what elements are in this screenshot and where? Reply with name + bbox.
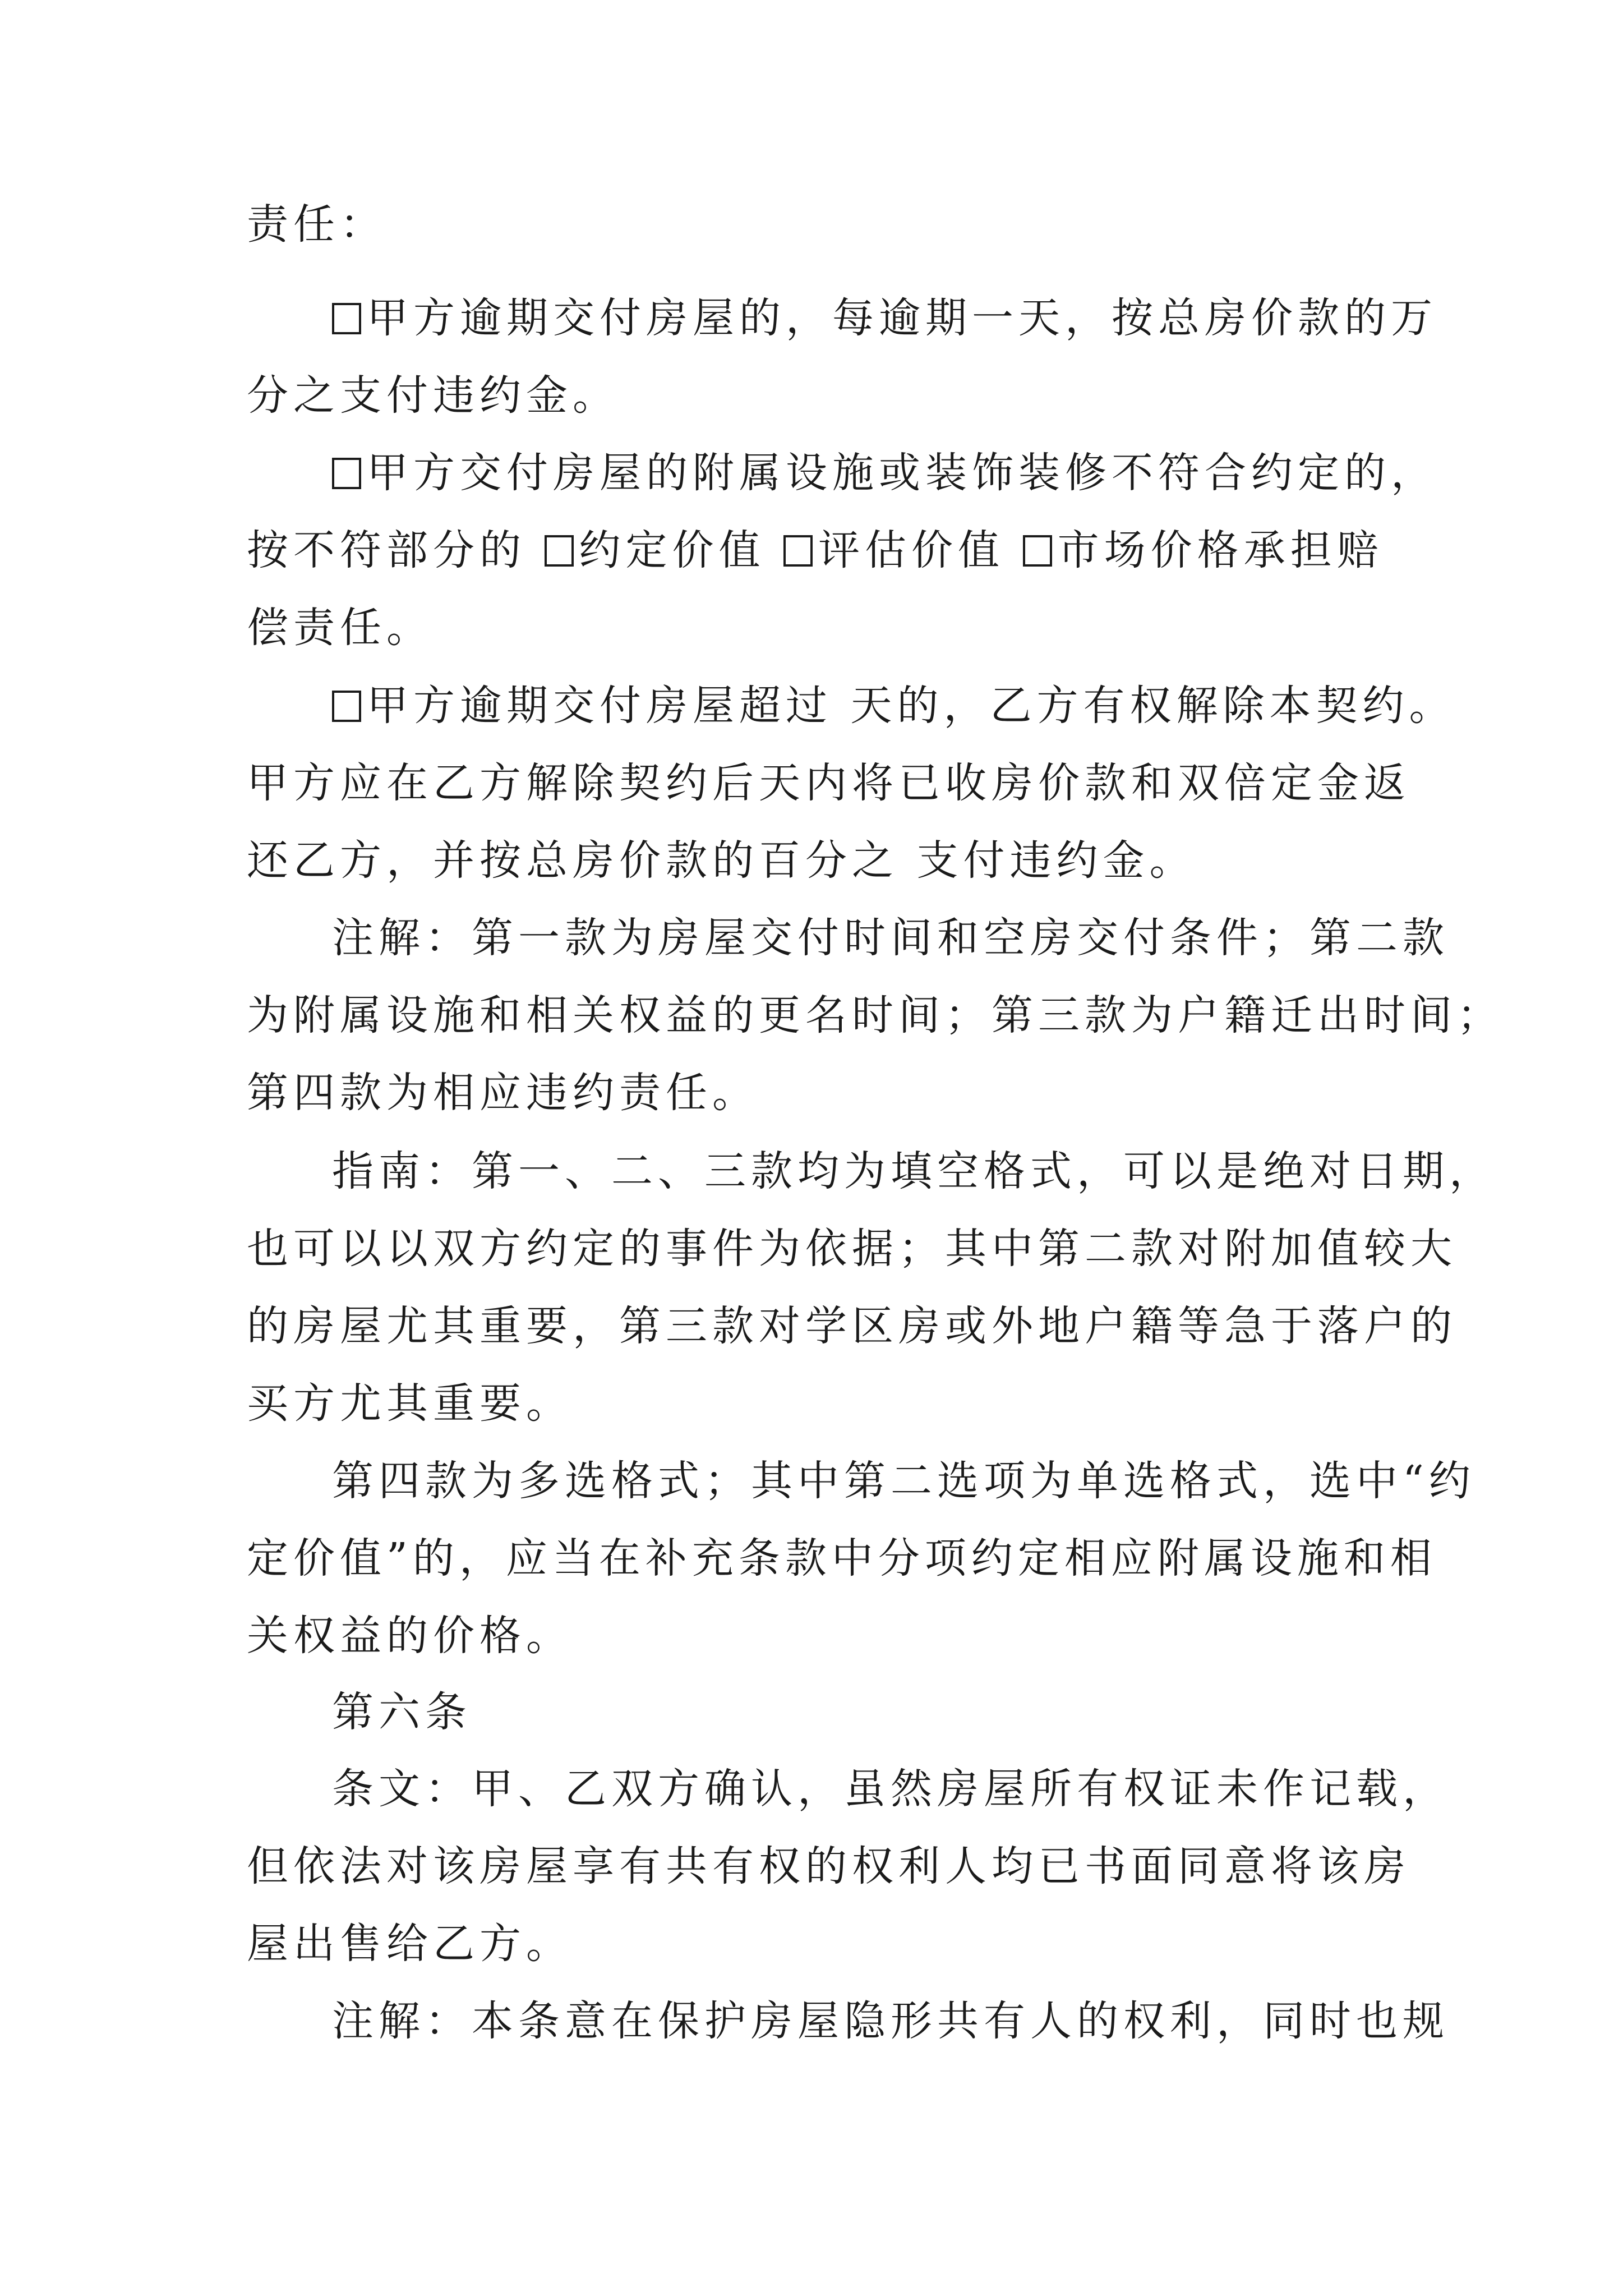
text-guide-5: 第四款为多选格式；其中第二选项为单选格式，选中“约 xyxy=(332,1457,1476,1505)
checkbox-termination[interactable] xyxy=(332,691,361,722)
text-line-24 xyxy=(332,1990,1449,2052)
text-line-8 xyxy=(247,752,1410,814)
text-compensation-end: 偿责任。 xyxy=(247,604,433,652)
text-line-5 xyxy=(247,519,1384,581)
text-line-11 xyxy=(247,984,1504,1046)
text-guide-2: 也可以以双方约定的事件为依据；其中第二款对附加值较大 xyxy=(247,1225,1457,1273)
text-line-7 xyxy=(332,675,1456,737)
text-line-6 xyxy=(247,597,433,659)
text-article-3: 屋出售给乙方。 xyxy=(247,1920,573,1968)
text-line-19 xyxy=(247,1605,573,1667)
text-article-1: 条文：甲、乙双方确认，虽然房屋所有权证未作记载， xyxy=(332,1765,1449,1813)
checkbox-agreed-value[interactable] xyxy=(545,535,574,567)
text-article-2: 但依法对该房屋享有共有权的权利人均已书面同意将该房 xyxy=(247,1842,1410,1890)
text-guide-4: 买方尤其重要。 xyxy=(247,1379,573,1428)
text-line-17 xyxy=(332,1450,1476,1512)
text-annotation-3: 第四款为相应违约责任。 xyxy=(247,1069,759,1117)
text-responsibility-heading: 责任： xyxy=(247,200,386,249)
checkbox-late-delivery[interactable] xyxy=(332,303,361,334)
text-line-21 xyxy=(332,1758,1449,1820)
text-appraised-value: 评估价值 xyxy=(818,526,1023,574)
text-guide-6: 定价值”的，应当在补充条款中分项约定相应附属设施和相 xyxy=(247,1534,1437,1582)
text-annotation-2: 为附属设施和相关权益的更名时间；第三款为户籍迁出时间； xyxy=(247,991,1504,1039)
text-line-1 xyxy=(247,194,386,255)
text-line-22 xyxy=(247,1835,1410,1897)
text-line-13 xyxy=(332,1140,1496,1202)
text-line-15 xyxy=(247,1295,1457,1357)
text-line-4 xyxy=(332,442,1437,504)
text-line-20 xyxy=(332,1681,472,1743)
text-line-3 xyxy=(247,365,619,426)
text-line-14 xyxy=(247,1218,1457,1280)
text-refund-clause-cont: 还乙方，并按总房价款的百分之 支付违约金。 xyxy=(247,836,1196,885)
text-refund-clause: 甲方应在乙方解除契约后天内将已收房价款和双倍定金返 xyxy=(247,759,1410,807)
text-guide-3: 的房屋尤其重要，第三款对学区房或外地户籍等急于落户的 xyxy=(247,1302,1457,1350)
text-agreed-value: 约定价值 xyxy=(579,526,784,574)
checkbox-facilities-nonconforming[interactable] xyxy=(332,458,361,489)
text-late-delivery-clause-cont: 分之支付违约金。 xyxy=(247,371,619,420)
text-line-16 xyxy=(247,1373,573,1434)
checkbox-market-price[interactable] xyxy=(1023,535,1052,567)
text-nonconforming-part: 按不符部分的 xyxy=(247,526,545,574)
text-guide-1: 指南：第一、二、三款均为填空格式，可以是绝对日期， xyxy=(332,1147,1496,1195)
text-line-9 xyxy=(247,830,1196,891)
text-facilities-clause: 甲方交付房屋的附属设施或装饰装修不符合约定的， xyxy=(367,449,1437,497)
text-article-annotation: 注解：本条意在保护房屋隐形共有人的权利，同时也规 xyxy=(332,1997,1449,2045)
text-guide-7: 关权益的价格。 xyxy=(247,1612,573,1660)
text-annotation-1: 注解：第一款为房屋交付时间和空房交付条件；第二款 xyxy=(332,914,1449,962)
text-late-delivery-clause: 甲方逾期交付房屋的，每逾期一天，按总房价款的万 xyxy=(367,294,1437,342)
text-line-12 xyxy=(247,1062,759,1124)
text-line-23 xyxy=(247,1913,573,1975)
article-six-heading: 第六条 xyxy=(332,1688,472,1736)
checkbox-appraised-value[interactable] xyxy=(783,535,813,567)
text-line-10 xyxy=(332,907,1449,969)
text-market-price: 市场价格承担赔 xyxy=(1057,526,1384,574)
text-line-18 xyxy=(247,1527,1437,1589)
text-line-2 xyxy=(332,287,1437,349)
text-termination-clause: 甲方逾期交付房屋超过 天的，乙方有权解除本契约。 xyxy=(367,682,1456,730)
